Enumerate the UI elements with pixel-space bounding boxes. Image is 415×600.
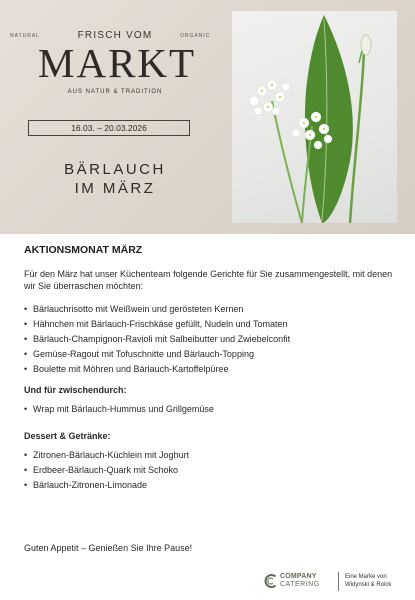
hero-pretitle: FRISCH VOM [77,30,153,41]
section-heading: AKTIONSMONAT MÄRZ [24,244,143,256]
list-item: • Bärlauchrisotto mit Weißwein und gerösteten Kernen [24,302,394,317]
hero-subtitle: AUS NATUR & TRADITION [67,89,163,95]
tagline-line-2: Widynski & Roick [345,582,392,588]
list-item: • Erdbeer-Bärlauch-Quark mit Schoko [24,463,394,478]
footer-branding [263,572,413,594]
corner-label-right: ORGANIC [180,33,211,39]
snacks-list [24,402,394,417]
company-catering-logo-icon [263,573,279,589]
hero-title: MARKT [38,40,197,86]
hero-banner [0,0,415,234]
list-item: • Bärlauch-Champignon-Ravioli mit Salbeibutter und Zwiebelconfit [24,332,394,347]
corner-label-left: NATURAL [10,33,40,39]
dessert-heading: Dessert & Getränke: [24,431,111,441]
snack-heading: Und für zwischendurch: [24,385,127,395]
list-item: • Zitronen-Bärlauch-Küchlein mit Joghurt [24,448,394,463]
list-item: • Gemüse-Ragout mit Tofuschnitte und Bärlauch-Topping [24,347,394,362]
brand-name-line-1: COMPANY [280,573,317,580]
list-item: • Bärlauch-Zitronen-Limonade [24,478,394,493]
season-title [40,160,190,198]
date-range-box: 16.03. – 20.03.2026 [28,120,190,136]
closing-text: Guten Appetit – Genießen Sie Ihre Pause! [24,543,193,553]
season-title-line-2: IM MÄRZ [74,180,156,197]
wild-garlic-illustration [232,11,397,223]
list-item: • Hähnchen mit Bärlauch-Frischkäse gefüllt, Nudeln und Tomaten [24,317,394,332]
list-item: • Boulette mit Möhren und Bärlauch-Kartoffelpüree [24,362,394,377]
desserts-list [24,448,394,493]
season-title-line-1: BÄRLAUCH [64,161,166,178]
tagline-line-1: Eine Marke von [345,574,387,580]
main-dishes-list [24,302,394,377]
wild-garlic-photo [232,11,397,223]
intro-text: Für den März hat unser Küchenteam folgende Gerichte für Sie zusammengestellt, mit denen wir Sie überraschen möchten: [24,269,393,291]
brand-name-line-2: CATERING [280,581,320,588]
menu-content [24,244,394,493]
footer-divider [338,572,339,591]
list-item: • Wrap mit Bärlauch-Hummus und Grillgemüse [24,402,394,417]
